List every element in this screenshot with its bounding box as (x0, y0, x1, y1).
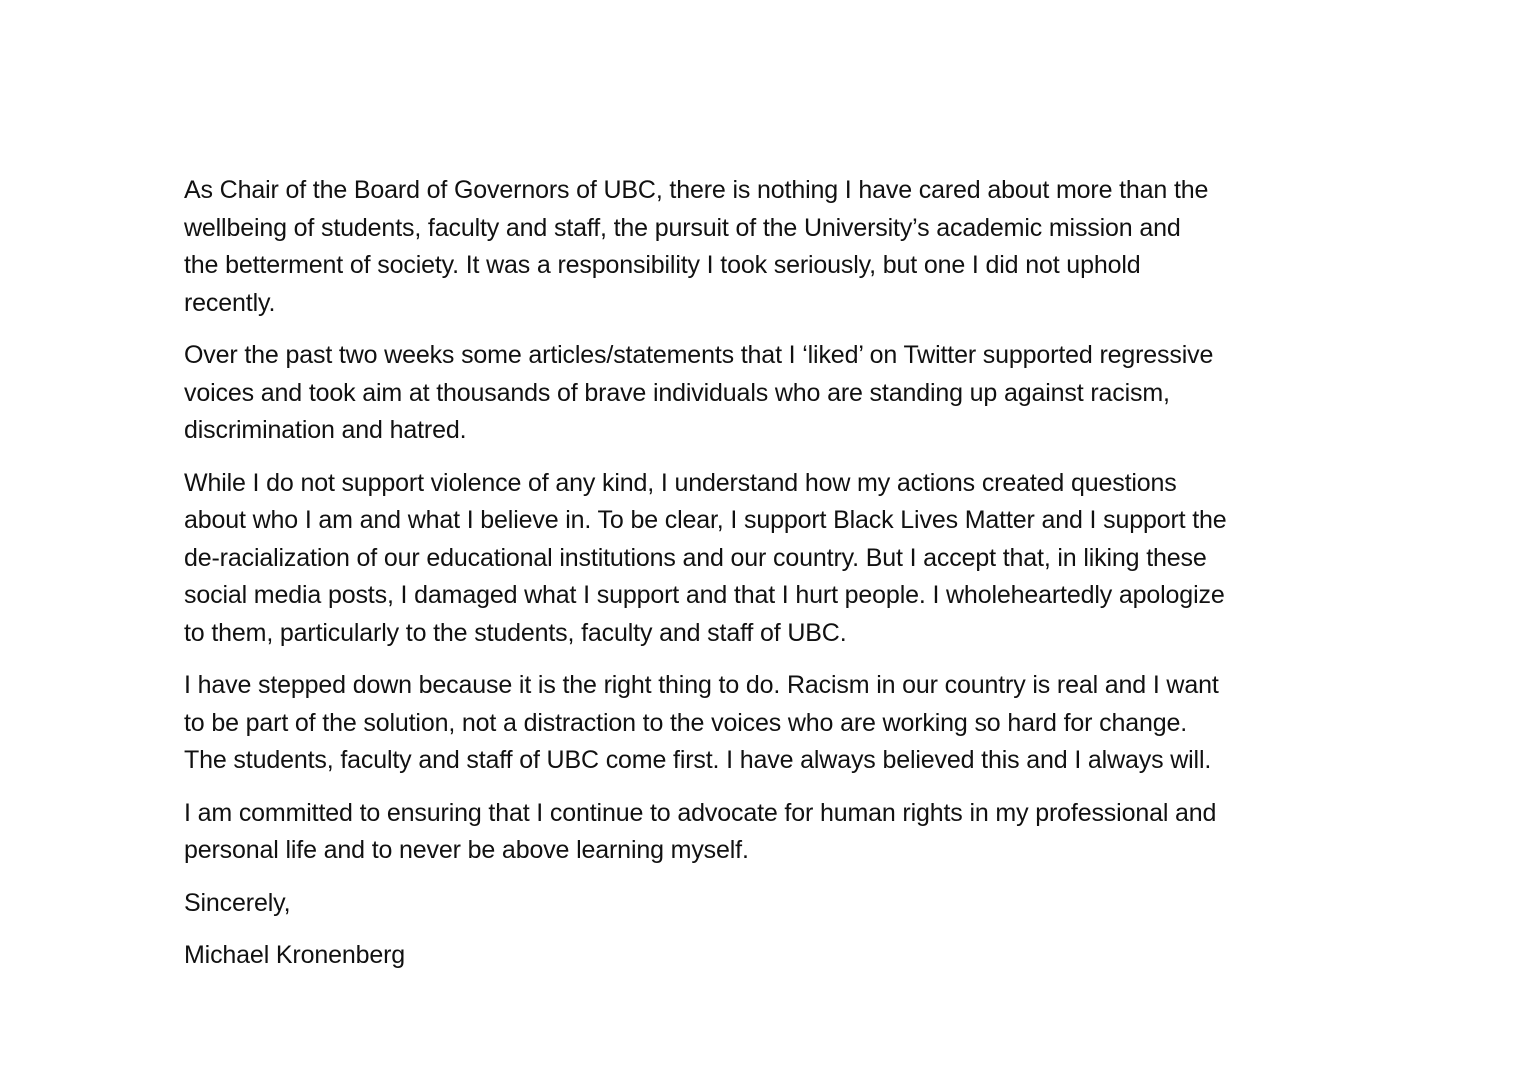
letter-signature: Michael Kronenberg (184, 941, 406, 969)
letter-paragraph-4: I have stepped down because it is the right thing to do. Racism in our country is real and I want to be part of the solution, not a distraction to the voices who are working so hard for change. The students, faculty and staff of UBC come first. I have always believed this and I always will. (184, 671, 1219, 774)
letter-closing: Sincerely, (184, 888, 291, 917)
letter-paragraph-3: While I do not support violence of any kind, I understand how my actions created questions about who I am and what I believe in. To be clear, I support Black Lives Matter and I support the de-racialization of our educational institutions and our country. But I accept that, in liking these social media posts, I damaged what I support and that I hurt people. I wholeheartedly apologize to them, particularly to the students, faculty and staff of UBC. (184, 468, 1227, 647)
letter-paragraph-1: As Chair of the Board of Governors of UBC, there is nothing I have cared about more than the wellbeing of students, faculty and staff, the pursuit of the University’s academic mission and the betterment of society. It was a responsibility I took seriously, but one I did not uphold recently. (184, 176, 1209, 317)
letter-paragraph-5: I am committed to ensuring that I continue to advocate for human rights in my professional and personal life and to never be above learning myself. (184, 798, 1217, 864)
letter-paragraph-2: Over the past two weeks some articles/statements that I ‘liked’ on Twitter supported regressive voices and took aim at thousands of brave individuals who are standing up against racism, discrimination and hatred. (184, 341, 1214, 444)
letter-body (184, 172, 1384, 975)
